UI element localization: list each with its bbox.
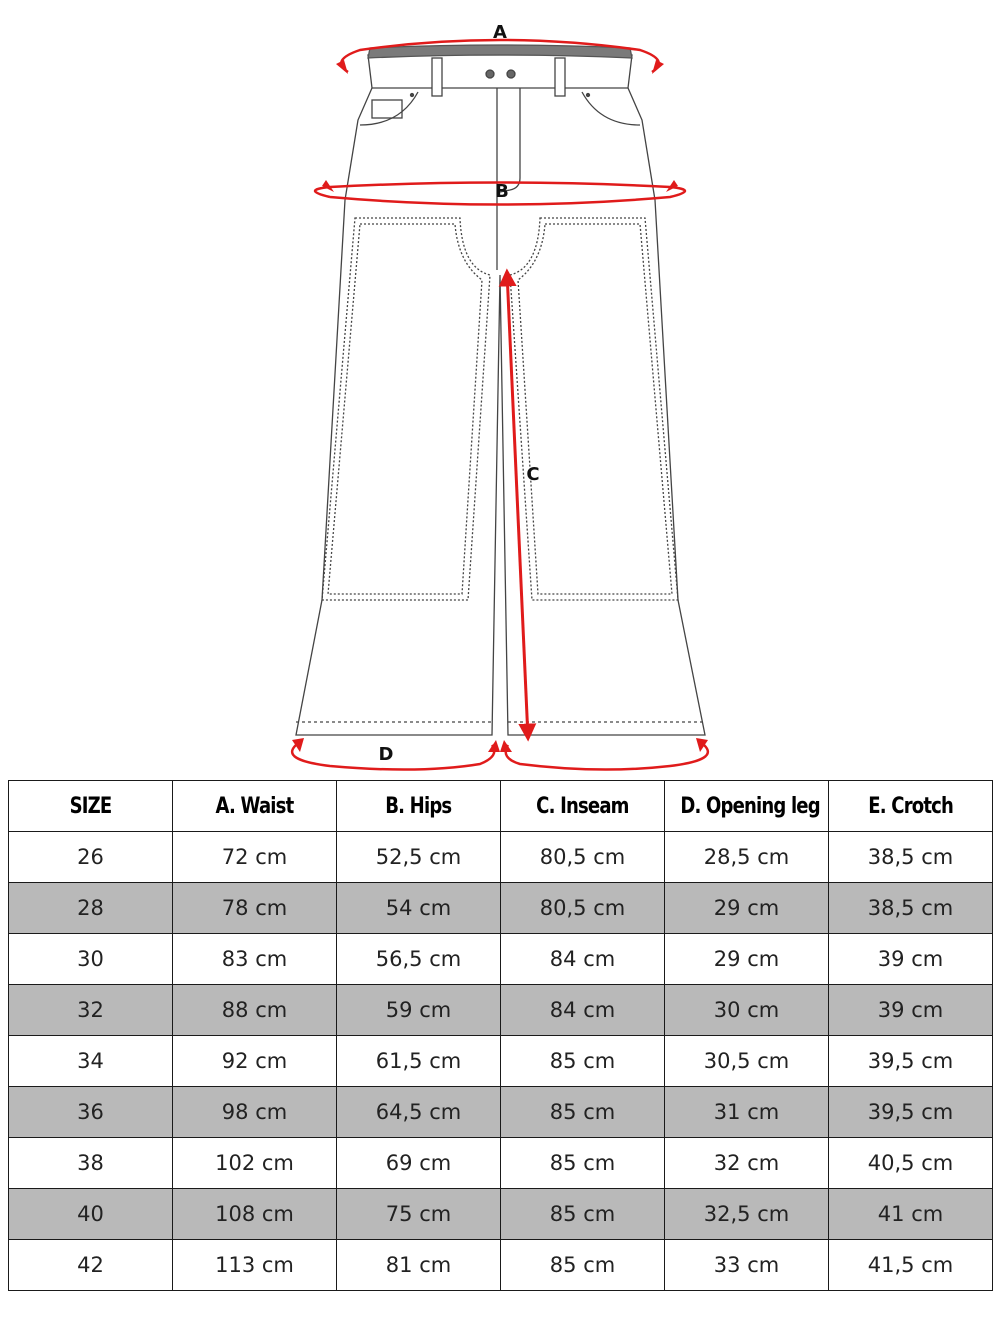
table-cell: 84 cm [501, 934, 665, 985]
table-cell: 92 cm [173, 1036, 337, 1087]
table-cell: 42 [9, 1240, 173, 1291]
table-cell: 33 cm [665, 1240, 829, 1291]
table-cell: 64,5 cm [337, 1087, 501, 1138]
table-cell: 39 cm [829, 934, 993, 985]
table-row [9, 1087, 993, 1138]
table-row [9, 1036, 993, 1087]
pants-drawing [296, 45, 705, 735]
table-cell: 28,5 cm [665, 832, 829, 883]
table-cell: 80,5 cm [501, 832, 665, 883]
header-waist: A. Waist [173, 781, 337, 832]
table-cell: 54 cm [337, 883, 501, 934]
table-cell: 85 cm [501, 1036, 665, 1087]
table-cell: 61,5 cm [337, 1036, 501, 1087]
header-crotch: E. Crotch [829, 781, 993, 832]
table-cell: 40,5 cm [829, 1138, 993, 1189]
header-inseam: C. Inseam [501, 781, 665, 832]
table-cell: 29 cm [665, 883, 829, 934]
leg-opening-measurement [292, 738, 708, 770]
table-cell: 69 cm [337, 1138, 501, 1189]
table-cell: 34 [9, 1036, 173, 1087]
table-row [9, 985, 993, 1036]
table-cell: 39,5 cm [829, 1036, 993, 1087]
table-header-row [9, 781, 993, 832]
inseam-measurement [507, 272, 540, 738]
marker-a: A [493, 22, 507, 43]
table-cell: 85 cm [501, 1189, 665, 1240]
table-cell: 85 cm [501, 1240, 665, 1291]
table-cell: 75 cm [337, 1189, 501, 1240]
table-row [9, 1240, 993, 1291]
hips-measurement [315, 180, 685, 205]
table-cell: 59 cm [337, 985, 501, 1036]
table-cell: 72 cm [173, 832, 337, 883]
header-size: SIZE [9, 781, 173, 832]
table-cell: 102 cm [173, 1138, 337, 1189]
table-cell: 28 [9, 883, 173, 934]
table-row [9, 883, 993, 934]
table-cell: 98 cm [173, 1087, 337, 1138]
table-cell: 113 cm [173, 1240, 337, 1291]
marker-c: C [526, 464, 540, 485]
table-body [9, 832, 993, 1291]
table-cell: 32 cm [665, 1138, 829, 1189]
table-cell: 41 cm [829, 1189, 993, 1240]
table-cell: 29 cm [665, 934, 829, 985]
table-cell: 32,5 cm [665, 1189, 829, 1240]
table-cell: 56,5 cm [337, 934, 501, 985]
table-cell: 88 cm [173, 985, 337, 1036]
table-row [9, 1189, 993, 1240]
table-row [9, 934, 993, 985]
marker-b: B [495, 181, 509, 202]
table-cell: 40 [9, 1189, 173, 1240]
table-cell: 26 [9, 832, 173, 883]
table-cell: 30,5 cm [665, 1036, 829, 1087]
table-cell: 52,5 cm [337, 832, 501, 883]
header-opening-leg: D. Opening leg [665, 781, 829, 832]
table-cell: 80,5 cm [501, 883, 665, 934]
table-cell: 84 cm [501, 985, 665, 1036]
table-cell: 31 cm [665, 1087, 829, 1138]
table-row [9, 832, 993, 883]
table-cell: 78 cm [173, 883, 337, 934]
table-cell: 83 cm [173, 934, 337, 985]
table-cell: 36 [9, 1087, 173, 1138]
size-chart-table [8, 780, 993, 1291]
table-cell: 38 [9, 1138, 173, 1189]
marker-d: D [378, 744, 394, 765]
table-cell: 85 cm [501, 1087, 665, 1138]
table-cell: 30 cm [665, 985, 829, 1036]
table-cell: 85 cm [501, 1138, 665, 1189]
table-cell: 108 cm [173, 1189, 337, 1240]
table-cell: 81 cm [337, 1240, 501, 1291]
header-hips: B. Hips [337, 781, 501, 832]
table-cell: 39 cm [829, 985, 993, 1036]
table-row [9, 1138, 993, 1189]
table-cell: 39,5 cm [829, 1087, 993, 1138]
table-cell: 38,5 cm [829, 883, 993, 934]
table-cell: 41,5 cm [829, 1240, 993, 1291]
table-cell: 30 [9, 934, 173, 985]
table-cell: 38,5 cm [829, 832, 993, 883]
table-cell: 32 [9, 985, 173, 1036]
